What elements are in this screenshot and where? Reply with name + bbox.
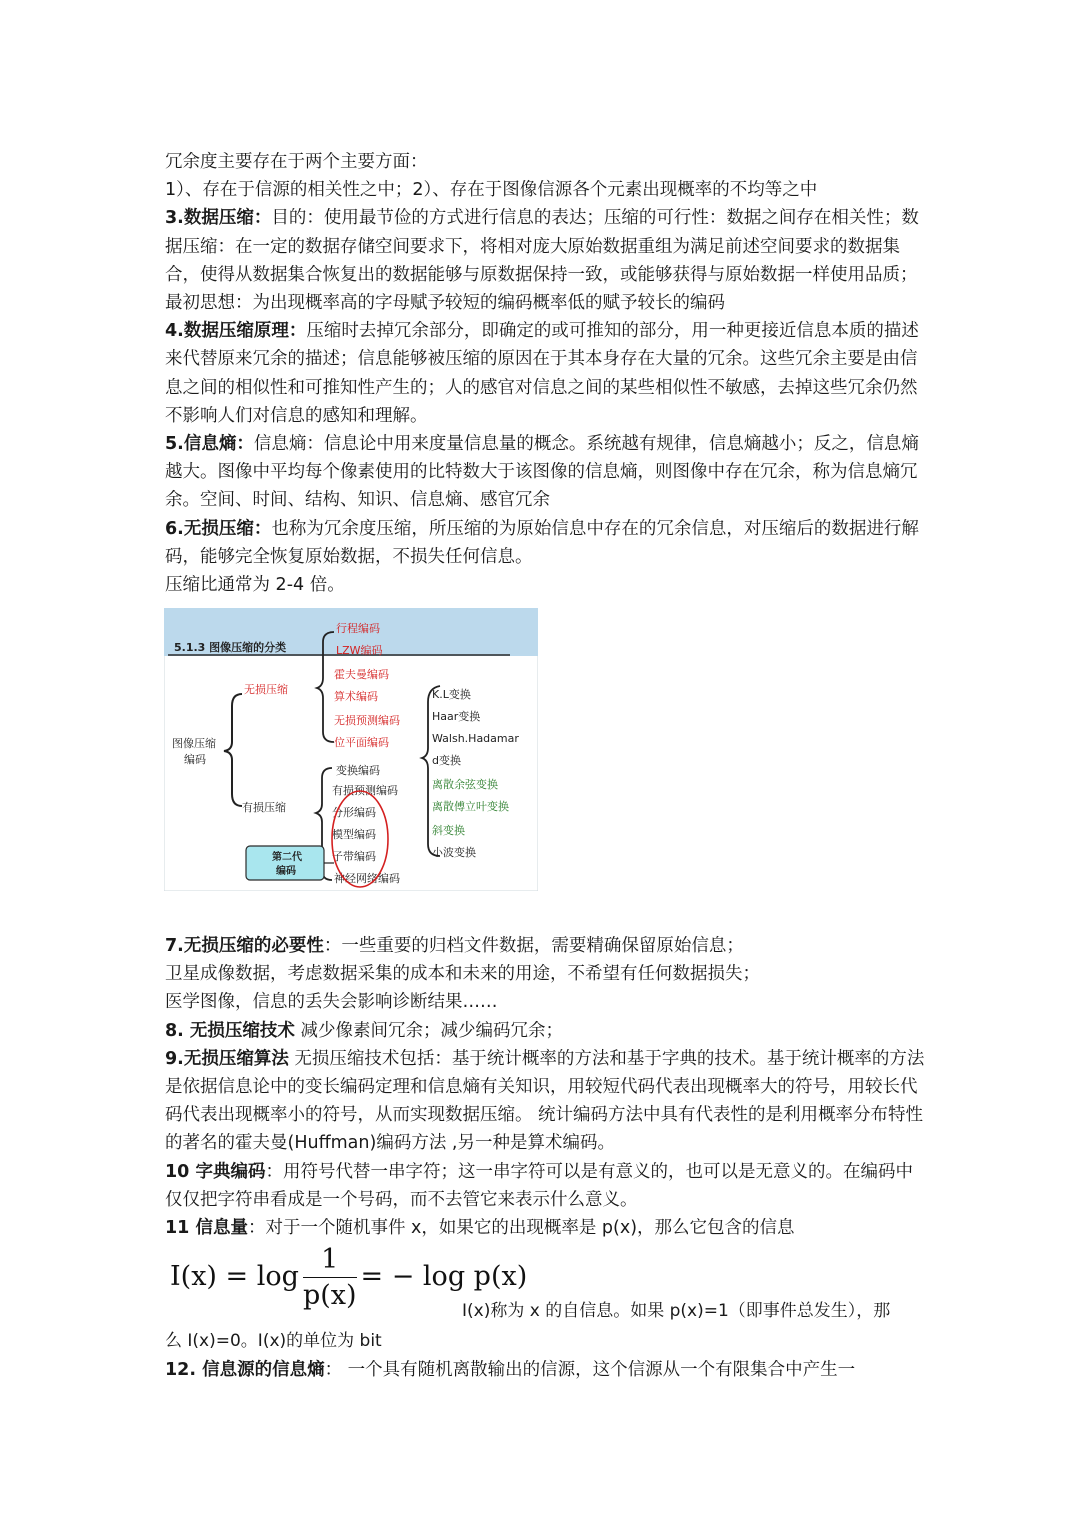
formula-rhs: = − log p(x): [360, 1261, 528, 1292]
root-label-1: 图像压缩: [172, 737, 216, 750]
section-4-body: 压缩时去掉冗余部分，即确定的或可推知的部分，用一种更接近信息本质的描述来代替原来冗余的描述；信息能够被压缩的原因在于其本身存在大量的冗余。这些冗余主要是由信息之间的相似性和可推知性产生的；人的感官对信息之间的某些相似性不敏感，去掉这些冗余仍然不影响人们对信息的感知和理解。: [165, 321, 919, 426]
section-3: [165, 204, 925, 317]
section-10: [165, 1158, 925, 1214]
lossless-label: 无损压缩: [244, 683, 288, 696]
section-3-heading: 3.数据压缩：: [165, 208, 272, 229]
section-5-body: 信息熵：信息论中用来度量信息量的概念。系统越有规律，信息熵越小；反之，信息熵越大。图像中平均每个像素使用的比特数大于该图像的信息熵，则图像中存在冗余，称为信息熵冗余。空间、时间、结构、知识、信息熵、感官冗余: [165, 434, 919, 511]
section-3-body: 目的：使用最节俭的方式进行信息的表达；压缩的可行性：数据之间存在相关性；数据压缩：在一定的数据存储空间要求下，将相对庞大原始数据重组为满足前述空间要求的数据集合，使得从数据集合恢复出的数据能够与原数据保持一致，或能够获得与原始数据一样使用品质；最初思想：为出现概率高的字母赋予较短的编码概率低的赋予较长的编码: [165, 208, 919, 314]
transform-item: Haar变换: [432, 710, 481, 723]
formula-denominator: p(x): [302, 1280, 357, 1311]
intro-line-1: 冗余度主要存在于两个主要方面：: [165, 152, 428, 172]
intro-section: [165, 148, 925, 599]
lossless-item: 位平面编码: [334, 736, 389, 749]
transform-item: 小波变换: [432, 846, 476, 859]
section-4: [165, 317, 925, 430]
section-6-heading: 6.无损压缩：: [165, 518, 272, 539]
transform-item: 离散傅立叶变换: [432, 800, 509, 813]
section-10-body: ：用符号代替一串字符；这一串字符可以是有意义的，也可以是无意义的。在编码中仅仅把字符串看成是一个号码，而不去管它来表示什么意义。: [165, 1161, 913, 1210]
formula-numerator: 1: [303, 1244, 357, 1278]
lossless-item: LZW编码: [336, 644, 383, 657]
section-7-heading: 7.无损压缩的必要性: [165, 936, 324, 956]
formula-fraction: [303, 1244, 357, 1311]
section-12-body: ： 一个具有随机离散输出的信源，这个信源从一个有限集合中产生一: [324, 1360, 856, 1380]
section-12: [165, 1356, 925, 1384]
lossy-item: 模型编码: [332, 828, 376, 841]
section-9: [165, 1045, 925, 1158]
classification-diagram: [164, 608, 538, 891]
transform-item: 离散余弦变换: [432, 778, 498, 791]
lossless-item: 霍夫曼编码: [334, 668, 389, 681]
second-gen-label-2: 编码: [276, 866, 296, 877]
section-11-after-2: 么 I(x)=0。I(x)的单位为 bit: [165, 1331, 382, 1351]
transform-item: Walsh.Hadamar: [432, 732, 519, 745]
section-7-line-3: 医学图像，信息的丢失会影响诊断结果……: [165, 992, 498, 1013]
section-9-heading: 9.无损压缩算法: [165, 1048, 289, 1069]
section-9-body: 无损压缩技术包括：基于统计概率的方法和基于字典的技术。基于统计概率的方法是依据信息论中的变长编码定理和信息熵有关知识，用较短代码代表出现概率大的符号，用较长代码代表出现概率小的符号，从而实现数据压缩。 统计编码方法中具有代表性的是利用概率分布特性的著名的霍夫曼(Huffman)编码方法 ,另一种是算术编码。: [165, 1048, 925, 1154]
root-label-2: 编码: [184, 753, 206, 766]
transform-item: 斜变换: [432, 824, 465, 837]
section-10-heading: 10 字典编码: [165, 1161, 266, 1182]
lossy-item: 子带编码: [332, 850, 376, 863]
transform-item: d变换: [432, 754, 461, 767]
section-5-heading: 5.信息熵：: [165, 434, 254, 455]
section-5: [165, 430, 925, 515]
section-8-heading: 8. 无损压缩技术: [165, 1020, 295, 1041]
section-8-body: 减少像素间冗余；减少编码冗余；: [294, 1020, 563, 1041]
lossless-item: 算术编码: [334, 690, 378, 703]
lossy-item: 分形编码: [332, 806, 376, 819]
section-8: [165, 1017, 925, 1045]
section-4-heading: 4.数据压缩原理：: [165, 321, 307, 342]
section-6: [165, 515, 925, 571]
lossy-label: 有损压缩: [242, 801, 286, 814]
lossless-item: 无损预测编码: [334, 714, 400, 727]
lossless-item: 行程编码: [336, 622, 380, 635]
section-7-line-2: 卫星成像数据，考虑数据采集的成本和未来的用途，不希望有任何数据损失；: [165, 964, 760, 985]
section-11-body: ：对于一个随机事件 x，如果它的出现概率是 p(x)，那么它包含的信息: [247, 1218, 795, 1239]
lower-sections: [165, 932, 925, 1242]
section-7-body-1: ：一些重要的归档文件数据，需要精确保留原始信息；: [323, 936, 744, 956]
section-11-heading: 11 信息量: [165, 1218, 248, 1239]
section-11-after: I(x)称为 x 的自信息。如果 p(x)=1（即事件总发生），那: [462, 1301, 891, 1321]
formula-lhs: I(x) = log: [170, 1261, 299, 1292]
section-7-line-1: [165, 932, 925, 960]
section-12-heading: 12. 信息源的信息熵: [165, 1360, 325, 1380]
transform-item: K.L变换: [432, 688, 471, 701]
lossy-item: 神经网络编码: [334, 872, 400, 885]
lossy-item: 有损预测编码: [332, 784, 398, 797]
section-6-ratio: 压缩比通常为 2-4 倍。: [165, 575, 345, 596]
compression-classification-figure: [164, 608, 538, 891]
section-11: [165, 1214, 925, 1242]
figure-title: 5.1.3 图像压缩的分类: [174, 641, 287, 654]
section-6-body: 也称为冗余度压缩，所压缩的为原始信息中存在的冗余信息，对压缩后的数据进行解码，能够完全恢复原始数据，不损失任何信息。: [165, 518, 919, 567]
second-gen-label-1: 第二代: [272, 852, 302, 863]
lossy-item: 变换编码: [336, 764, 380, 777]
intro-line-2: 1）、存在于信源的相关性之中；2）、存在于图像信源各个元素出现概率的不均等之中: [165, 180, 818, 201]
